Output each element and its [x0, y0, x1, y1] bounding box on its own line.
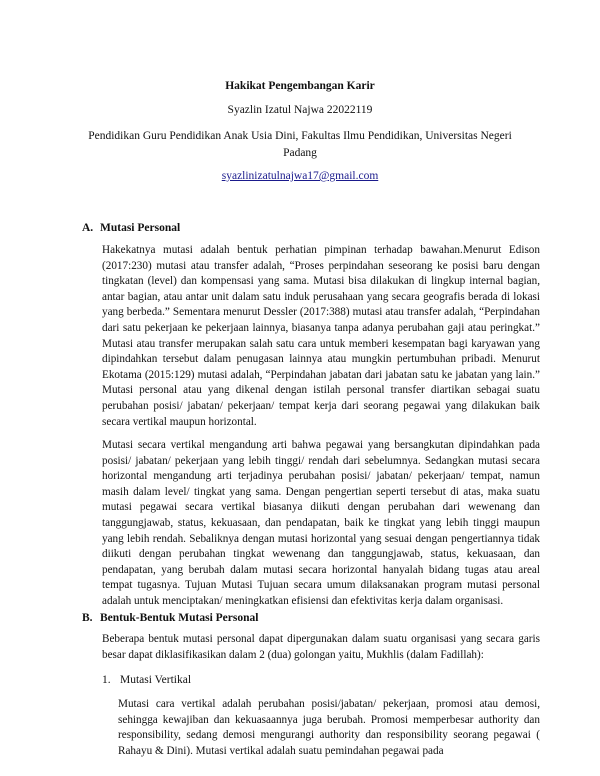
subsection-1-number: 1.: [102, 674, 111, 686]
document-title: Hakikat Pengembangan Karir: [225, 80, 375, 92]
section-b-paragraph-1: Beberapa bentuk mutasi personal dapat dipergunakan dalam suatu organisasi yang secara garis besar dapat diklasifikasikan dalam 2 (dua) golongan yaitu, Mukhlis (dalam Fadillah):: [102, 633, 540, 661]
section-b-heading: [82, 612, 258, 624]
section-a-title: Mutasi Personal: [100, 222, 181, 234]
subsection-1-heading: [102, 674, 191, 686]
section-a-paragraph-1: Hakekatnya mutasi adalah bentuk perhatian pimpinan terhadap bawahan.Menurut Edison (2017:230) mutasi atau transfer adalah, “Proses perpindahan seseorang ke posisi baru dengan tingkatan (level) dan kompensasi yang sama. Mutasi bisa dilakukan di lingkup internal bagian, antar bagian, atau antar unit dalam satu induk perusahaan yang secara geografis berada di lokasi yang berbeda.” Sementara menurut Dessler (2017:388) mutasi atau transfer adalah, “Perpindahan dari satu pekerjaan ke pekerjaan lainnya, biasanya tanpa adanya perubahan gaji atau peringkat.” Mutasi atau transfer merupakan salah satu cara untuk memberi kesempatan bagi karyawan yang dipindahkan tersebut dalam penugasan lainnya atau mungkin pertumbuhan pribadi. Menurut Ekotama (2015:129) mutasi adalah, “Perpindahan jabatan dari jabatan satu ke jabatan yang lain.” Mutasi personal atau yang dikenal dengan istilah personal transfer diartikan sebagai suatu perubahan posisi/ jabatan/ pekerjaan/ tempat kerja dari seorang pegawai yang dilakukan baik secara vertikal maupun horizontal.: [102, 244, 540, 428]
section-a-heading: [82, 222, 180, 234]
email-line: [0, 170, 600, 182]
section-a-paragraph-2: Mutasi secara vertikal mengandung arti bahwa pegawai yang bersangkutan dipindahkan pada posisi/ jabatan/ pekerjaan yang lebih tinggi/ rendah dari sebelumnya. Sedangkan mutasi secara horizontal mengandung arti terjadinya perubahan posisi/ jabatan/ pekerjaan/ tempat, namun masih dalam level/ tingkat yang sama. Dengan pengertian seperti tersebut di atas, maka suatu mutasi pegawai secara vertikal biasanya diikuti dengan perubahan dari wewenang dan tanggungjawab, status, kekuasaan, dan pendapatan, baik ke tingkat yang lebih tinggi maupun yang lebih rendah. Sebaliknya dengan mutasi horizontal yang sesuai dengan pengertiannya tidak diikuti dengan perubahan tingkat wewenang dan tanggungjawab, status, kekuasaan, dan pendapatan, yang berubah dalam mutasi secara horizontal hanyalah bidang tugas atau areal tempat tugasnya. Tujuan Mutasi Tujuan secara umum dilaksanakan program mutasi personal adalah untuk menciptakan/ meningkatkan efisiensi dan efektivitas kerja dalam organisasi.: [102, 439, 540, 607]
section-a-letter: A.: [82, 222, 94, 234]
author-line: Syazlin Izatul Najwa 22022119: [227, 104, 373, 116]
subsection-1-paragraph: Mutasi cara vertikal adalah perubahan posisi/jabatan/ pekerjaan, promosi atau demosi, sehingga kewajiban dan kekuasaannya juga berubah. Promosi memperbesar authority dan responsibility, sedang demosi mengurangi authority dan responsibility seorang pegawai ( Rahayu & Dini). Mutasi vertikal adalah suatu pemindahan pegawai pada: [118, 698, 540, 757]
subsection-1-title: Mutasi Vertikal: [120, 674, 192, 686]
section-b-title: Bentuk-Bentuk Mutasi Personal: [100, 612, 259, 624]
affiliation-line: Pendidikan Guru Pendidikan Anak Usia Dini, Fakultas Ilmu Pendidikan, Universitas Negeri Padang: [88, 130, 512, 159]
email-link[interactable]: syazlinizatulnajwa17@gmail.com: [221, 170, 379, 182]
section-b-letter: B.: [82, 612, 93, 624]
